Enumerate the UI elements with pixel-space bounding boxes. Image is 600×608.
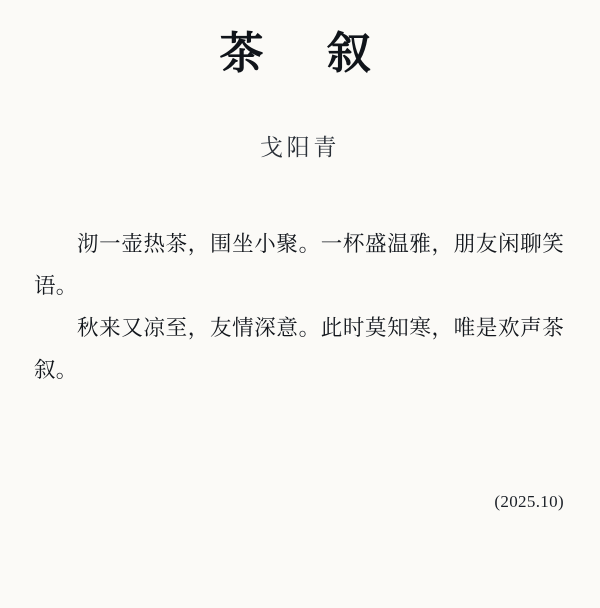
author-name: 戈阳青: [259, 135, 341, 160]
paragraph: 秋来又凉至，友情深意。此时莫知寒，唯是欢声茶叙。: [34, 315, 564, 382]
poem-body: [28, 162, 572, 392]
publication-date: (2025.10): [494, 492, 564, 511]
page-title: 茶 叙: [219, 29, 381, 78]
paragraph: 沏一壶热茶，围坐小聚。一杯盛温雅，朋友闲聊笑语。: [34, 232, 564, 298]
